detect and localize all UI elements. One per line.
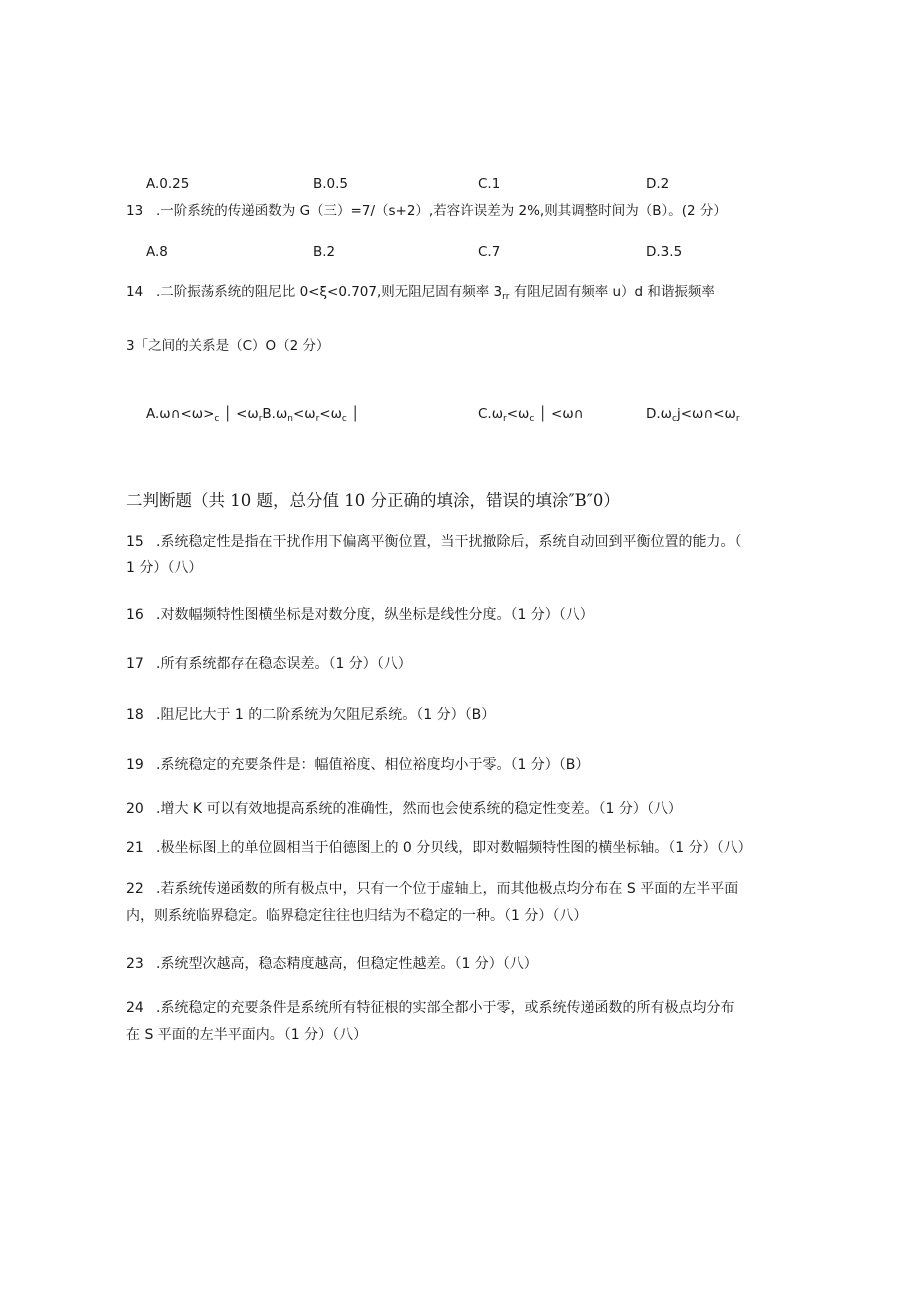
q13-number: 13 [126,203,144,219]
q14-text-post: 有阻尼固有频率 u）d 和谐振频率 [509,284,715,300]
q14-option-a: $A.\omega\cap<\omega>_c$ │ $<\omega_rB.\omega_n<\omega_r<\omega_c$ │ [146,406,360,424]
q14-option-d: $D.\omega_cj<\omega\cap<\omega_r$ [646,406,740,424]
q23-line [126,952,538,977]
q15-number: 15 [126,534,144,550]
q21-line [126,836,752,861]
q19-line [126,753,589,778]
q18-number: 18 [126,707,144,723]
q16-text: .对数幅频特性图横坐标是对数分度，纵坐标是线性分度。（1 分）（八） [156,607,594,623]
q14-text-pre: .二阶振荡系统的阻尼比 0<ξ<0.707,则无阻尼固有频率 3 [156,284,503,300]
q13-text: .一阶系统的传递函数为 G（三）=7/（s+2）,若容许误差为 2%,则其调整时间为（B）。(2 分） [156,203,727,219]
q14-line1 [126,280,715,310]
q13-option-c: C.7 [478,244,501,260]
q12-option-d: D.2 [646,176,670,192]
q13-line [126,199,727,224]
q24-line2: 在 S 平面的左半平面内。（1 分）（八） [126,1027,368,1043]
q19-number: 19 [126,757,144,773]
q16-number: 16 [126,607,144,623]
q22-number: 22 [126,881,144,897]
q24-line1 [126,996,734,1021]
q12-option-b: B.0.5 [313,176,349,192]
q17-line [126,652,412,677]
q20-line [126,797,682,822]
q14-number: 14 [126,284,144,300]
q12-option-c: C.1 [478,176,501,192]
q17-text: .所有系统都存在稳态误差。（1 分）（八） [156,656,412,672]
q14-option-c: $C.\omega_r<\omega_c$ │ <ω∩ [478,406,584,424]
q21-text: .极坐标图上的单位圆相当于伯德图上的 0 分贝线，即对数幅频特性图的横坐标轴。（1 分）（八） [156,840,752,856]
q14-text-sub: rr [502,292,510,302]
q24-number: 24 [126,1000,144,1016]
q16-line [126,603,594,628]
q13-option-a: A.8 [146,244,168,260]
q18-line [126,703,495,728]
q22-line2: 内，则系统临界稳定。临界稳定往往也归结为不稳定的一种。（1 分）（八） [126,908,588,924]
q22-text: .若系统传递函数的所有极点中，只有一个位于虚轴上，而其他极点均分布在 S 平面的左半平面 [156,881,739,897]
q15-line2: 1 分）（八） [126,560,203,576]
q20-number: 20 [126,801,144,817]
q24-text: .系统稳定的充要条件是系统所有特征根的实部全都小于零，或系统传递函数的所有极点均分布 [156,1000,735,1016]
q22-line1 [126,877,738,902]
q20-text: .增大 K 可以有效地提高系统的准确性，然而也会使系统的稳定性变差。（1 分）（八） [156,801,682,817]
q13-option-d: D.3.5 [646,244,683,260]
q12-option-a: A.0.25 [146,176,190,192]
q18-text: .阻尼比大于 1 的二阶系统为欠阻尼系统。（1 分）（B） [156,707,496,723]
q23-number: 23 [126,956,144,972]
section-title: 二判断题（共 10 题，总分值 10 分正确的填涂，错误的填涂″B″0） [126,491,620,510]
q19-text: .系统稳定的充要条件是：幅值裕度、相位裕度均小于零。（1 分）（B） [156,757,590,773]
q14-line2: 3「之间的关系是（C）O（2 分） [126,338,330,354]
q15-line1 [126,530,741,555]
q23-text: .系统型次越高，稳态精度越高，但稳定性越差。（1 分）（八） [156,956,538,972]
q13-option-b: B.2 [313,244,336,260]
q17-number: 17 [126,656,144,672]
q21-number: 21 [126,840,144,856]
q15-text: .系统稳定性是指在干扰作用下偏离平衡位置，当干扰撤除后，系统自动回到平衡位置的能力。（ [156,534,742,550]
